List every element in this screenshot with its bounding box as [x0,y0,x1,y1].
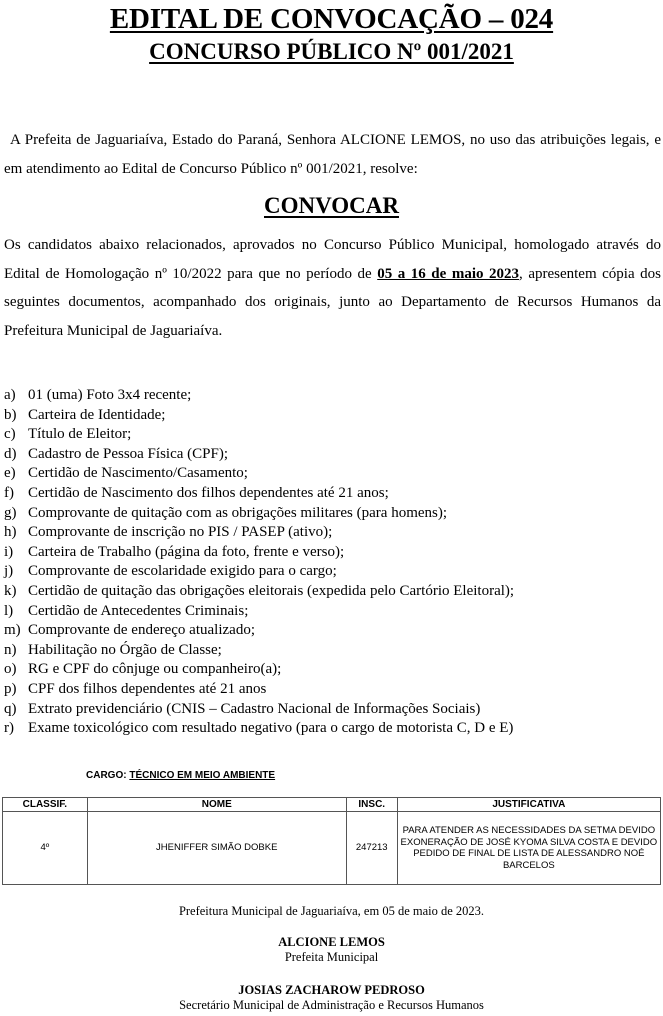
list-item-label: i) [4,543,14,560]
header-justificativa: JUSTIFICATIVA [397,798,660,812]
list-item-label: d) [4,445,17,462]
list-item-label: j) [4,563,14,580]
list-item [4,621,661,641]
signer2-role: Secretário Municipal de Administração e Recursos Humanos [179,998,484,1012]
list-item [4,641,661,661]
cargo-value: TÉCNICO EM MEIO AMBIENTE [129,770,276,781]
intro-paragraph: A Prefeita de Jaguariaíva, Estado do Paraná, Senhora ALCIONE LEMOS, no uso das atribuições legais, e em atendimento ao Edital de Concurso Público nº 001/2021, resolve: [4,132,661,177]
list-item-label: q) [4,700,17,717]
list-item-text: Carteira de Identidade; [28,406,166,423]
list-item-label: a) [4,387,16,403]
header-classif: CLASSIF. [3,798,88,812]
list-item [4,484,661,504]
list-item-text: Comprovante de endereço atualizado; [28,622,255,639]
list-item-text: Certidão de quitação das obrigações eleitorais (expedida pelo Cartório Eleitoral); [28,582,515,599]
documents-list [4,386,661,739]
list-item-label: f) [4,484,14,501]
list-item-text: Título de Eleitor; [28,426,132,443]
list-item-text: Extrato previdenciário (CNIS – Cadastro Nacional de Informações Sociais) [28,700,481,717]
list-item-label: g) [4,504,17,521]
list-item [4,660,661,680]
list-item-text: Comprovante de escolaridade exigido para o cargo; [28,563,337,580]
list-item [4,425,661,445]
list-item-label: c) [4,426,16,443]
body-paragraph [4,231,661,345]
list-item-label: n) [4,641,17,658]
list-item [4,602,661,622]
list-item [4,406,661,426]
cell-classif: 4º [3,812,88,885]
signer1-role: Prefeita Municipal [284,950,379,964]
list-item-text: CPF dos filhos dependentes até 21 anos [28,680,267,697]
list-item [4,719,661,739]
list-item-label: h) [4,524,17,541]
action-heading [0,191,663,221]
list-item [4,523,661,543]
signer2-name: JOSIAS ZACHAROW PEDROSO [238,983,425,997]
table-row [3,812,661,885]
cell-justificativa: PARA ATENDER AS NECESSIDADES DA SETMA DEVIDO EXONERAÇÃO DE JOSÉ KYOMA SILVA COSTA E DEVIDO PEDIDO DE FINAL DE LISTA DE ALESSANDRO NOÉ BARCELOS [397,812,660,885]
header-insc: INSC. [346,798,397,812]
list-item-text: Comprovante de quitação com as obrigações militares (para homens); [28,504,448,521]
document-title-text: EDITAL DE CONVOCAÇÃO – 024 [109,3,554,35]
cell-insc: 247213 [346,812,397,885]
list-item [4,445,661,465]
document-subtitle [0,38,663,66]
list-item [4,543,661,563]
list-item-text: Habilitação no Órgão de Classe; [28,641,222,658]
list-item-text: Exame toxicológico com resultado negativo (para o cargo de motorista C, D e E) [28,720,514,737]
body-text-before: Os candidatos abaixo relacionados, aprovados no Concurso Público Municipal, homologado através do Edital de Homologação nº 10/2022 para que no período de [4,237,661,282]
list-item-label: r) [4,720,14,737]
document-subtitle-text: CONCURSO PÚBLICO Nº 001/2021 [149,39,514,64]
list-item-text: Certidão de Nascimento/Casamento; [28,465,248,482]
list-item-label: m) [4,622,21,639]
document-title [0,2,663,36]
list-item-text: Cadastro de Pessoa Física (CPF); [28,445,228,462]
list-item [4,386,661,406]
list-item [4,680,661,700]
list-item-label: k) [4,582,17,599]
list-item-text: Comprovante de inscrição no PIS / PASEP (ativo); [28,524,333,541]
signer1-name: ALCIONE LEMOS [278,935,385,949]
list-item [4,504,661,524]
deadline-period: 05 a 16 de maio 2023 [377,265,520,282]
action-heading-text: CONVOCAR [264,193,399,218]
cargo-label: CARGO: [86,770,130,781]
list-item-text: Certidão de Nascimento dos filhos dependentes até 21 anos; [28,484,389,501]
list-item [4,700,661,720]
cargo-line [86,769,275,782]
list-item [4,464,661,484]
list-item [4,582,661,602]
list-item-label: b) [4,406,17,423]
list-item-text: Carteira de Trabalho (página da foto, frente e verso); [28,543,345,560]
list-item-text: Certidão de Antecedentes Criminais; [28,602,249,619]
list-item-text: 01 (uma) Foto 3x4 recente; [28,387,192,403]
list-item [4,562,661,582]
list-item-text: RG e CPF do cônjuge ou companheiro(a); [28,661,282,678]
body-text-after: , apresentem cópia dos seguintes documentos, acompanhado dos originais, junto ao Departamento de Recursos Humanos da Prefeitura Municipal de Jaguariaíva. [4,265,661,339]
list-item-label: e) [4,465,16,482]
list-item-label: l) [4,602,14,619]
cell-nome: JHENIFFER SIMÃO DOBKE [87,812,346,885]
table-header-row [3,798,661,812]
list-item-label: o) [4,661,17,678]
candidates-table [2,797,661,885]
list-item-label: p) [4,680,17,697]
header-nome: NOME [87,798,346,812]
place-date: Prefeitura Municipal de Jaguariaíva, em 05 de maio de 2023. [178,904,485,918]
